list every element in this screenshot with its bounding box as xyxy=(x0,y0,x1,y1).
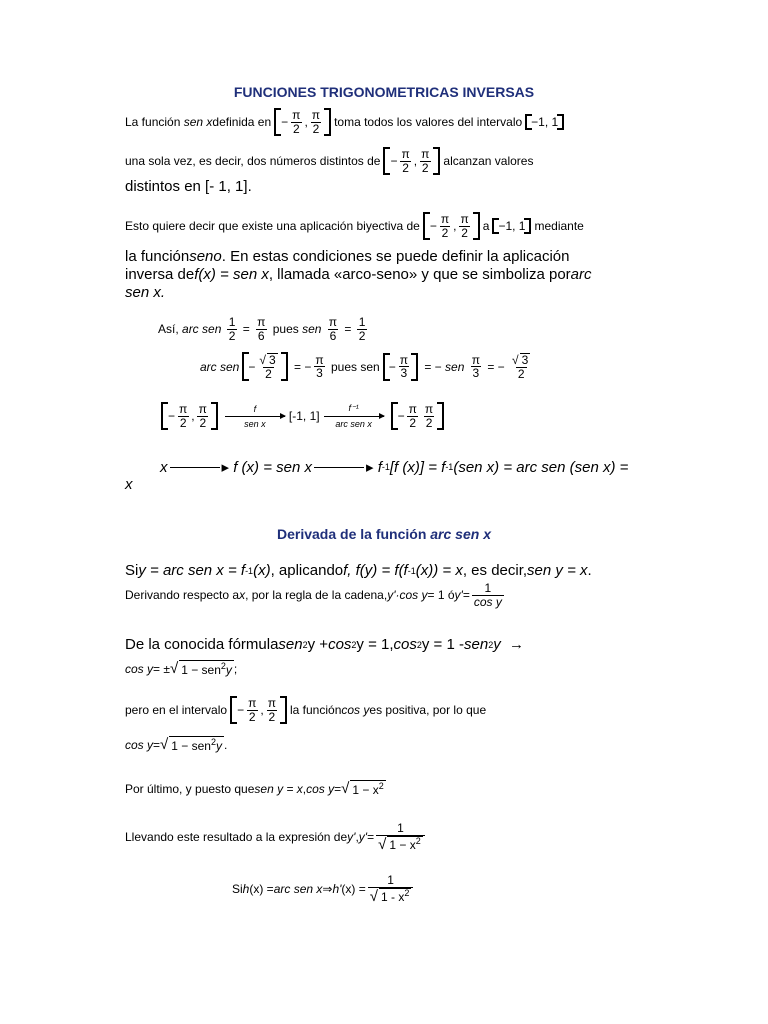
superscript: 2 xyxy=(378,781,384,791)
numerator: π xyxy=(198,402,207,416)
sqrt-body xyxy=(350,780,385,797)
fraction xyxy=(290,109,302,135)
arrow-icon xyxy=(324,416,384,417)
fraction xyxy=(419,148,431,174)
text: y = 1, xyxy=(356,636,394,653)
text: 1 − x xyxy=(352,783,379,797)
text: toma todos los valores del intervalo xyxy=(334,115,523,130)
math-cos-y: cos y xyxy=(125,737,154,752)
math-expr: (x)) = x xyxy=(415,562,463,579)
fraction xyxy=(458,213,470,239)
text: inversa de xyxy=(125,266,195,283)
fraction xyxy=(439,213,451,239)
math-h-prime: h' xyxy=(332,882,342,897)
arrow-icon xyxy=(170,467,220,468)
derivation-6 xyxy=(125,736,227,753)
math-expr: [f (x)] = f xyxy=(389,458,446,476)
paren xyxy=(383,353,418,381)
text: . xyxy=(223,737,228,752)
math-cos-y: cos y xyxy=(341,703,370,718)
sqrt-body xyxy=(379,888,411,904)
text: , xyxy=(302,781,307,796)
text: Esto quiere decir que existe una aplicación biyectiva de xyxy=(125,219,420,234)
composition-line-cont xyxy=(125,476,133,493)
interval-bracket xyxy=(492,218,531,234)
denominator: 2 xyxy=(409,415,417,430)
denominator: 3 xyxy=(316,366,323,381)
derivation-4 xyxy=(125,660,237,677)
text: Por último, y puesto que xyxy=(125,781,255,796)
math-arc: arc xyxy=(570,266,592,283)
text: Si xyxy=(125,562,139,579)
mapping-line xyxy=(158,402,447,430)
math-sen: sen xyxy=(278,636,303,653)
superscript: -1 xyxy=(381,462,390,472)
numerator: π xyxy=(257,315,266,329)
math-h: h xyxy=(242,882,250,897)
math-cos-y: cos y xyxy=(125,661,154,676)
fraction xyxy=(255,316,267,342)
superscript: 2 xyxy=(351,639,357,650)
text: , xyxy=(355,830,359,845)
interval-bracket xyxy=(391,402,445,430)
text: ; xyxy=(233,661,238,676)
math-x: x xyxy=(160,458,168,476)
minus: − xyxy=(429,219,437,234)
heading-math: arc sen x xyxy=(430,526,491,542)
minus: − xyxy=(281,115,289,130)
text: (x) = xyxy=(249,882,274,897)
numerator: π xyxy=(311,108,321,122)
superscript: 2 xyxy=(488,639,494,650)
math-fx: f(x) = sen x xyxy=(194,266,269,283)
math-sen: sen xyxy=(302,322,322,337)
section-heading xyxy=(0,526,768,542)
fraction xyxy=(376,822,425,852)
interval-value: −1, 1 xyxy=(531,115,559,130)
text: = xyxy=(334,781,342,796)
denominator: 2 xyxy=(312,121,320,136)
numerator: 1 xyxy=(484,581,492,595)
sqrt-value: 3 xyxy=(268,353,276,367)
fraction xyxy=(368,874,414,904)
fraction xyxy=(266,697,278,723)
math-expr: y'·cos y xyxy=(387,588,428,603)
minus: − xyxy=(397,409,405,424)
math-sen: sen xyxy=(445,359,465,374)
math-f: f xyxy=(377,458,382,476)
text: , llamada «arco-seno» y que se simboliza por xyxy=(268,266,571,283)
math-expr: (sen x) = arc sen (sen x) = xyxy=(453,458,629,476)
fraction xyxy=(327,316,339,342)
text: una sola vez, es decir, dos números distintos de xyxy=(125,154,381,169)
derivation-9 xyxy=(232,874,415,904)
minus: − xyxy=(304,359,312,374)
interval-bracket: − $\frac{\pi}{2}$ , $\frac{\pi}{2}$ xyxy=(423,212,480,240)
denominator: 6 xyxy=(329,328,337,343)
fraction xyxy=(227,316,238,342)
numerator: π xyxy=(292,108,301,122)
text: pues xyxy=(272,322,299,337)
sqrt-icon: √ xyxy=(341,780,350,797)
numerator: √ 3 xyxy=(512,353,529,367)
denominator: 2 xyxy=(248,709,256,724)
text: La función xyxy=(125,115,181,130)
arrow-sublabel: arc sen x xyxy=(335,419,372,430)
composition-line: x ▸ f (x) = sen x ▸ f -1 [f (x)] = f -1 (sen x) = arc sen (sen x) = xyxy=(160,458,629,476)
math-y: y xyxy=(493,636,501,653)
sqrt-icon: √ xyxy=(169,660,179,677)
paragraph-5 xyxy=(125,248,569,265)
math-expr: sen y = x xyxy=(254,781,303,796)
denominator: cos y xyxy=(473,594,502,609)
math-cos: cos xyxy=(393,636,417,653)
text: definida en xyxy=(212,115,272,130)
math-expr: f, f(y) = f(f xyxy=(343,562,408,579)
math-y-prime: y' xyxy=(347,830,356,845)
denominator: 3 xyxy=(472,366,480,381)
page-title: FUNCIONES TRIGONOMETRICAS INVERSAS xyxy=(233,84,535,100)
math-sen-x: sen x. xyxy=(125,284,166,301)
arrow-f xyxy=(225,404,285,429)
text: Derivando respecto a xyxy=(125,588,240,603)
superscript: 2 xyxy=(415,835,421,846)
sqrt-icon: √ xyxy=(369,887,378,905)
paragraph-2 xyxy=(125,147,533,175)
text: mediante xyxy=(534,219,584,234)
text: = xyxy=(367,830,375,845)
text: la función xyxy=(125,248,190,265)
math-expr: y = arc sen x = f xyxy=(138,562,246,579)
minus: − xyxy=(388,359,396,374)
text: y + xyxy=(307,636,329,653)
paren xyxy=(242,352,287,381)
derivation-2 xyxy=(125,582,506,608)
denominator: 2 xyxy=(268,709,276,724)
fraction xyxy=(423,403,435,429)
superscript: 2 xyxy=(416,639,422,650)
interval-value: [-1, 1] xyxy=(288,409,320,424)
superscript: 2 xyxy=(210,737,216,747)
interval-bracket: − $\frac{\pi}{2}$ , $\frac{\pi}{2}$ xyxy=(230,696,287,724)
numerator: π xyxy=(408,402,417,416)
arrow-icon xyxy=(314,467,364,468)
text: = xyxy=(153,737,161,752)
text: Si xyxy=(232,882,243,897)
minus: − xyxy=(248,359,256,374)
paragraph-4 xyxy=(125,212,584,240)
derivation-1 xyxy=(125,562,592,579)
denominator: 2 xyxy=(421,160,429,175)
denominator: 2 xyxy=(517,366,525,381)
text: = ± xyxy=(153,661,170,676)
numerator: 1 xyxy=(358,315,366,329)
fraction xyxy=(472,582,504,608)
superscript: -1 xyxy=(245,565,254,576)
text: = 1 ó xyxy=(427,588,455,603)
interval-bracket: − $\frac{\pi}{2}$ , $\frac{\pi}{2}$ xyxy=(274,108,331,136)
arrow-right-icon: → xyxy=(509,636,525,653)
arrow-icon xyxy=(225,416,285,417)
numerator: π xyxy=(401,147,410,161)
fraction xyxy=(257,353,279,380)
text: pues sen xyxy=(330,359,380,374)
numerator: π xyxy=(460,212,469,226)
superscript: 2 xyxy=(404,887,410,898)
text: Así, xyxy=(158,322,179,337)
fraction xyxy=(510,353,532,380)
numerator: π xyxy=(440,212,450,226)
minus: − xyxy=(390,154,398,169)
example-1: Así, arc sen $\frac{1}{2}$ = $\frac{\pi}{6}$ pues sen $\frac{\pi}{6}$ = $\frac{1}{2}$ xyxy=(158,315,366,343)
math-cos: cos xyxy=(328,636,352,653)
fraction xyxy=(470,354,482,380)
derivation-3 xyxy=(125,636,524,653)
text: 1 - x xyxy=(381,889,405,904)
denominator: 6 xyxy=(257,328,265,343)
numerator: π xyxy=(471,352,480,367)
sqrt-body xyxy=(387,836,422,852)
numerator: π xyxy=(267,696,276,710)
denominator: 2 xyxy=(441,225,449,240)
text: 1 − x xyxy=(389,837,416,852)
math-arc-sen: arc sen xyxy=(200,359,240,374)
numerator: π xyxy=(399,352,408,367)
derivation-7 xyxy=(125,780,386,797)
text: , aplicando xyxy=(270,562,344,579)
math-x: x xyxy=(239,588,246,603)
math-arc-sen: arc sen x xyxy=(273,882,323,897)
math-y-prime: y' xyxy=(358,830,368,845)
text: 1 − sen xyxy=(171,739,211,753)
derivation-8 xyxy=(125,822,427,852)
paragraph-1 xyxy=(125,108,567,136)
math-x: x xyxy=(125,476,133,493)
numerator: 1 xyxy=(228,315,236,329)
math-sen: sen xyxy=(464,636,489,653)
denominator: 2 xyxy=(461,225,468,240)
denominator: 2 xyxy=(179,415,187,430)
numerator: 1 xyxy=(397,821,404,835)
numerator: π xyxy=(248,696,257,710)
implies-icon: ⇒ xyxy=(322,882,333,897)
text: . En estas condiciones se puede definir la aplicación xyxy=(221,248,570,265)
example-2: arc sen − $\frac{√ 3}{2}$ = − $\frac{\pi}{3}$ pues sen − $\frac{\pi}{3}$ = − sen $\frac{\pi}{3}$ = − $\frac{√ 3}{2}$ xyxy=(200,352,534,381)
numerator: π xyxy=(179,402,188,416)
derivation-5 xyxy=(125,696,486,724)
superscript: 2 xyxy=(220,661,226,671)
text: 1 − sen xyxy=(181,663,221,677)
text: = xyxy=(462,588,470,603)
text: . xyxy=(587,562,592,579)
numerator: √ 3 xyxy=(259,353,276,367)
text: (x) = xyxy=(341,882,366,897)
numerator: π xyxy=(315,352,324,367)
denominator: 2 xyxy=(265,366,272,381)
fraction xyxy=(313,354,325,380)
text: pero en el intervalo xyxy=(125,703,228,718)
sqrt-body xyxy=(169,736,224,753)
text: y = 1 - xyxy=(421,636,464,653)
arrow-label: f xyxy=(253,403,257,414)
paragraph-6 xyxy=(125,266,592,283)
superscript: 2 xyxy=(302,639,308,650)
fraction xyxy=(177,403,189,429)
math-seno: seno xyxy=(189,248,222,265)
math-arc-sen: arc sen xyxy=(182,322,222,337)
denominator: 2 xyxy=(358,328,366,343)
heading-text: Derivada de la función xyxy=(277,526,431,542)
paragraph-3: distintos en [- 1, 1]. xyxy=(125,178,252,195)
math-expr: sen y = x xyxy=(527,562,588,579)
arrow-sublabel: sen x xyxy=(244,418,266,429)
denominator: 2 xyxy=(199,415,207,430)
numerator: π xyxy=(421,147,430,161)
interval-bracket xyxy=(525,114,564,130)
denominator: 3 xyxy=(400,366,408,381)
numerator: π xyxy=(424,402,434,416)
interval-bracket: − $\frac{\pi}{2}$ , $\frac{\pi}{2}$ xyxy=(383,147,440,175)
text: Llevando este resultado a la expresión de xyxy=(125,830,348,845)
denominator: 2 xyxy=(425,415,433,430)
fraction xyxy=(197,403,209,429)
math-expr: (x) xyxy=(253,562,271,579)
text: alcanzan valores xyxy=(443,154,534,169)
fraction xyxy=(310,109,322,135)
interval-bracket: − $\frac{\pi}{2}$ , $\frac{\pi}{2}$ xyxy=(161,402,218,430)
math-y: y xyxy=(215,739,222,753)
superscript: -1 xyxy=(445,462,454,472)
sqrt-value: 3 xyxy=(521,353,529,367)
math-expr: y' xyxy=(454,588,463,603)
paragraph-7 xyxy=(125,284,165,301)
text: es positiva, por lo que xyxy=(369,703,487,718)
minus: − xyxy=(168,409,176,424)
math-cos-y: cos y xyxy=(306,781,335,796)
sqrt-icon: √ xyxy=(378,835,387,853)
fraction xyxy=(400,148,412,174)
arrow-finv xyxy=(324,403,384,429)
math-y: y xyxy=(225,663,232,677)
denominator: 2 xyxy=(292,121,300,136)
denominator xyxy=(368,887,414,905)
sqrt-icon: √ xyxy=(160,736,169,753)
numerator: 1 xyxy=(387,873,394,887)
sqrt-body xyxy=(179,660,234,677)
text: De la conocida fórmula xyxy=(125,636,279,653)
interval-value: −1, 1 xyxy=(498,219,526,234)
math-fx: f (x) = sen x xyxy=(233,458,312,476)
math-sen-x: sen x xyxy=(183,115,213,130)
text: a xyxy=(482,219,490,234)
minus: − xyxy=(237,703,245,718)
fraction xyxy=(357,316,368,342)
text: , es decir, xyxy=(462,562,528,579)
text: la función xyxy=(290,703,342,718)
denominator: 2 xyxy=(228,328,236,343)
arrow-label: f⁻¹ xyxy=(348,403,359,414)
fraction xyxy=(246,697,258,723)
fraction xyxy=(407,403,419,429)
text: , por la regla de la cadena, xyxy=(245,588,388,603)
superscript: -1 xyxy=(407,565,416,576)
denominator xyxy=(376,835,425,853)
fraction xyxy=(398,354,410,380)
denominator: 2 xyxy=(402,160,409,175)
numerator: π xyxy=(328,315,338,329)
